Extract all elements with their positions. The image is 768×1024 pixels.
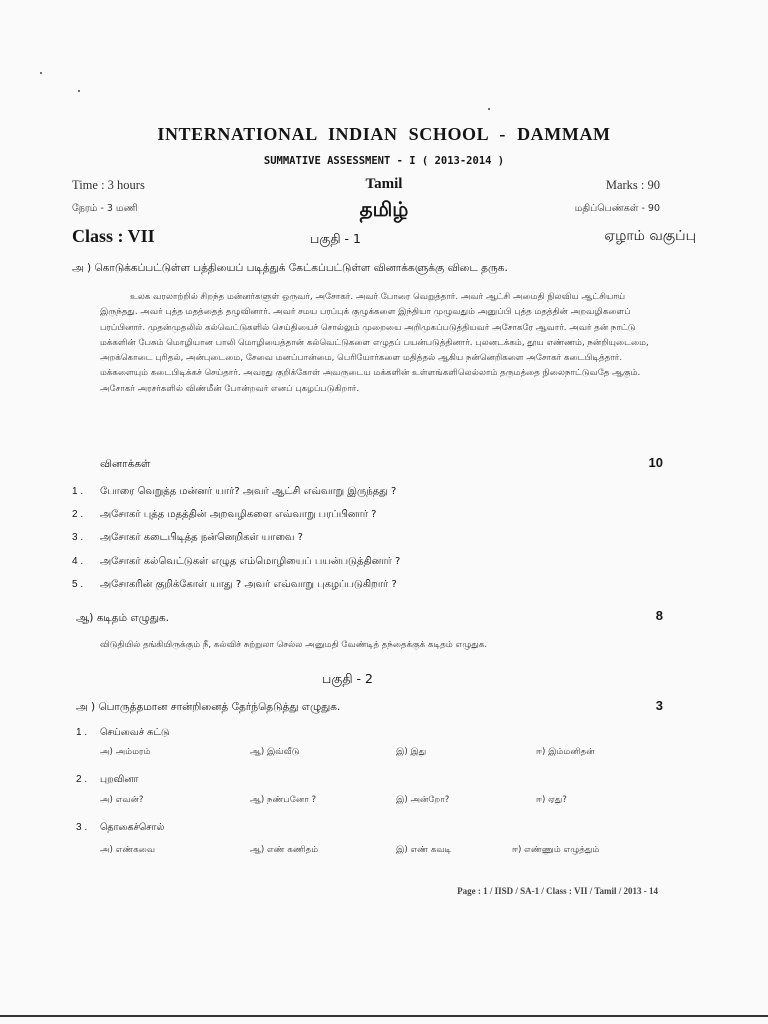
section-a-instruction: அ ) கொடுக்கப்பட்டுள்ள பத்தியைப் படித்துக் கேட்கப்பட்டுள்ள வினாக்களுக்கு விடை தருக.: [72, 262, 508, 274]
mcq-option-d: ஈ) எண்ணும் எழுத்தும்: [512, 845, 600, 855]
questions-label: வினாக்கள்: [100, 458, 151, 470]
page-footer: Page : 1 / IISD / SA-1 / Class : VII / Tamil / 2013 - 14: [457, 886, 658, 896]
part-2-marks: 3: [655, 698, 663, 713]
mcq-title: தொகைச்சொல்: [100, 822, 165, 833]
question-number: 3 .: [72, 532, 84, 544]
subject-english: Tamil: [365, 176, 403, 192]
scan-speck: [78, 90, 80, 92]
question-item: [72, 556, 400, 579]
question-text: அசோகர் கடைபிடித்த நன்னெறிகள் யாவை ?: [100, 532, 303, 544]
mcq-option-d: ஈ) ஏது?: [536, 795, 567, 805]
part-2-instruction: அ ) பொருத்தமான சான்றினைத் தேர்ந்தெடுத்து எழுதுக.: [76, 701, 341, 713]
scan-speck: [488, 108, 490, 110]
mcq-option-b: ஆ) நண்பனோ ?: [250, 795, 317, 805]
question-number: 1 .: [72, 486, 84, 497]
subject-tamil: தமிழ்: [359, 197, 409, 221]
mcq-option-c: இ) இது: [396, 747, 427, 757]
question-text: அசோகரின் குறிக்கோள் யாது ? அவர் எவ்வாறு புகழப்படுகிறார் ?: [100, 578, 397, 590]
question-item: [72, 579, 400, 602]
question-text: போரை வெறுத்த மன்னர் யார்? அவர் ஆட்சி எவ்வாறு இருந்தது ?: [100, 486, 397, 497]
mcq-option-b: ஆ) இவ்வீடு: [250, 747, 300, 757]
part-1-label: பகுதி - 1: [310, 231, 361, 246]
class-label: Class : VII: [72, 226, 155, 246]
mcq-title: செய்வைச் சுட்டு: [100, 727, 170, 738]
grade-tamil: ஏழாம் வகுப்பு: [604, 228, 696, 244]
question-item: [72, 532, 400, 555]
letter-task: விடுதியில் தங்கியிருக்கும் நீ, கல்விச் சுற்றுலா செல்ல அனுமதி வேண்டித் தந்தைக்குக் கடிதம் எழுதுக.: [100, 640, 488, 650]
mcq-option-c: இ) அன்றோ?: [396, 795, 450, 805]
question-number: 5 .: [72, 578, 84, 590]
question-number: 4 .: [72, 555, 84, 567]
mcq-option-b: ஆ) எண் கணிதம்: [250, 845, 319, 855]
question-number: 2 .: [72, 509, 84, 521]
question-item: [72, 486, 400, 509]
mcq-number: 3 .: [76, 822, 88, 833]
time-tamil: நேரம் - 3 மணி: [72, 203, 138, 214]
question-text: அசோகர் புத்த மதத்தின் அறவழிகளை எவ்வாறு பரப்பினார் ?: [100, 509, 377, 521]
reading-passage: [100, 290, 660, 397]
part-2-label: பகுதி - 2: [322, 671, 373, 686]
mcq-number: 2 .: [76, 774, 88, 785]
section-aa-instruction: ஆ) கடிதம் எழுதுக.: [76, 612, 169, 624]
mcq-option-a: அ) அம்மரம்: [100, 747, 151, 757]
section-aa-marks: 8: [655, 608, 663, 623]
mcq-option-a: அ) எவன்?: [100, 795, 144, 805]
mcq-number: 1 .: [76, 727, 88, 738]
passage-text: உலக வரலாற்றில் சிறந்த மன்னர்களுள் ஒருவர், அசோகர். அவர் போரை வெறுத்தார். அவர் ஆட்சி அமைதி நிலவிய ஆட்சியாய் இருந்தது. அவர் புத்த மதத்தைத் தழுவினார். அவர் சமய பரப்புக் குழுக்களை இந்தியா முழுவதும் அனுப்பி புத்த மதத்தின் அறவழிகளைப் பரப்பினார். முதன்முதலில் கல்வெட்டுகளில் செய்தியைச் சொல்லும் முறையை அறிமுகப்படுத்தியவர் அசோகரே ஆவார். அவர் தன் நாட்டு மக்களின் பேசும் மொழியான பாலி மொழியைத்தான் கல்வெட்டுகளை எழுதப் பயன்படுத்தினார். புலனடக்கம், தூய எண்ணம், நன்றியுடைமை, அறக்கொடை புரிதல், அன்புடைமை, சேவை மனப்பான்மை, பெரியோர்களை மதித்தல் ஆகிய நன்னெறிகளை அசோகர் கடைபிடித்தார். மக்களையும் கடைபிடிக்கச் செய்தார். அவரது குறிக்கோள் அவருடைய மக்களின் உள்ளங்களிலெல்லாம் தருமத்தை நிலைநாட்டுவதே ஆகும். அசோகர் அரசர்களில் விண்மீன் போன்றவர் எனப் புகழப்படுகிறார்.: [100, 292, 649, 394]
marks-english: Marks : 90: [605, 178, 660, 192]
time-english: Time : 3 hours: [72, 178, 145, 192]
question-item: [72, 509, 400, 532]
question-text: அசோகர் கல்வெட்டுகள் எழுத எம்மொழியைப் பயன்படுத்தினார் ?: [100, 555, 401, 567]
question-list: [72, 486, 400, 602]
mcq-option-c: இ) எண் கவடி: [396, 845, 452, 855]
mcq-title: புறவினா: [100, 774, 139, 785]
assessment-title: SUMMATIVE ASSESSMENT - I ( 2013-2014 ): [263, 155, 505, 167]
marks-tamil: மதிப்பெண்கள் - 90: [574, 203, 660, 214]
school-name: INTERNATIONAL INDIAN SCHOOL - DAMMAM: [157, 124, 611, 144]
scan-speck: [40, 72, 42, 74]
section-a-marks: 10: [648, 455, 663, 470]
mcq-option-a: அ) எண்கவை: [100, 845, 156, 855]
mcq-option-d: ஈ) இம்மனிதன்: [536, 747, 595, 757]
scan-edge-line: [0, 1015, 768, 1017]
